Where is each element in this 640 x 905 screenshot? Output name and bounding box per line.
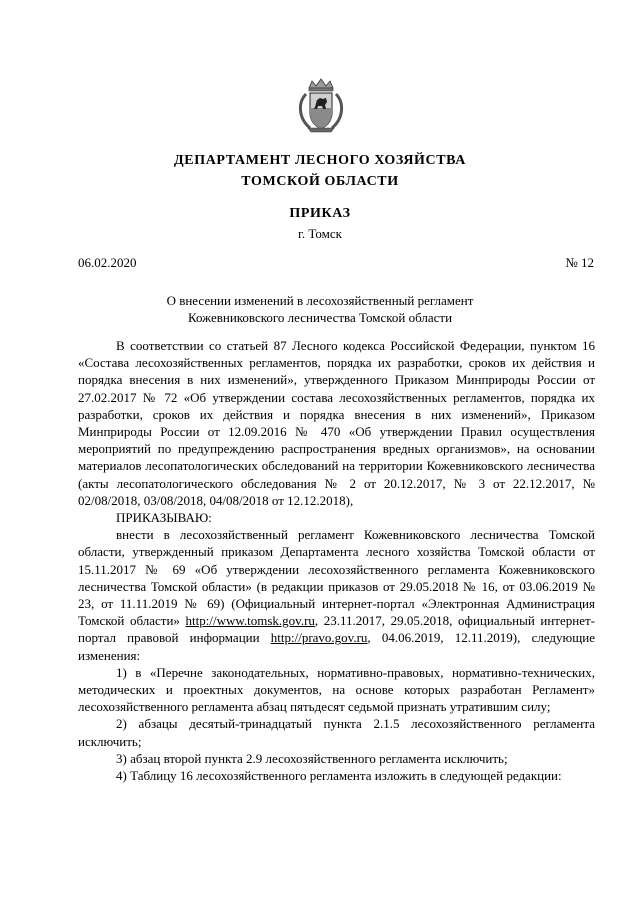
document-subject <box>0 292 640 326</box>
department-name <box>0 150 640 192</box>
document-date: 06.02.2020 <box>78 255 137 270</box>
pravo-gov-link[interactable]: http://pravo.gov.ru <box>270 630 368 646</box>
main-paragraph <box>78 526 595 664</box>
department-line-1: ДЕПАРТАМЕНТ ЛЕСНОГО ХОЗЯЙСТВА <box>174 153 466 168</box>
change-item-3: 3) абзац второй пункта 2.9 лесохозяйственного регламента исключить; <box>116 750 508 766</box>
main-paragraph-mid: , 23.11.2017, 29.05.2018, официальный интернет-портал правовой информации <box>78 613 595 646</box>
department-line-2: ТОМСКОЙ ОБЛАСТИ <box>241 174 399 189</box>
city: г. Томск <box>298 226 342 241</box>
preamble-paragraph: В соответствии со статьей 87 Лесного кодекса Российской Федерации, пунктом 16 «Состава лесохозяйственных регламентов, порядка их разработки, сроков их действия и порядка внесения в них изменений», утвержденного Приказом Минприроды России от 27.02.2017 № 72 «Об утверждении состава лесохозяйственных регламентов, порядка их разработки, сроков их действия и порядка внесения в них изменений», Приказом Минприроды России от 12.09.2016 № 470 «Об утверждении Правил осуществления мероприятий по предупреждению распространения вредных организмов», на основании материалов лесопатологических обследований на территории Кожевниковского лесничества (акты лесопатологического обследования № 2 от 20.12.2017, № 3 от 22.12.2017, № 02/08/2018, 03/08/2018, 04/08/2018 от 12.12.2018), <box>78 338 595 508</box>
main-paragraph-end: , 04.06.2019, 12.11.2019), следующие изменения: <box>78 630 595 663</box>
coat-of-arms-emblem <box>296 78 346 134</box>
change-item-4: 4) Таблицу 16 лесохозяйственного регламента изложить в следующей редакции: <box>116 768 562 784</box>
change-item-1: 1) в «Перечне законодательных, нормативно-правовых, нормативно-технических, методических и проектных документов, на основе которых разработан Регламент» лесохозяйственного регламента абзац пятьдесят седьмой признать утратившим силу; <box>78 664 595 715</box>
change-item-2: 2) абзацы десятый-тринадцатый пункта 2.1.5 лесохозяйственного регламента исключить; <box>78 716 595 749</box>
order-word: ПРИКАЗЫВАЮ: <box>116 510 212 526</box>
tomsk-gov-link[interactable]: http://www.tomsk.gov.ru <box>185 613 315 629</box>
document-body <box>78 337 595 784</box>
document-number: № 12 <box>565 255 594 270</box>
main-paragraph-start: внести в лесохозяйственный регламент Кожевниковского лесничества Томской области, утвержденный приказом Департамента лесного хозяйства Томской области от 15.11.2017 № 69 «Об утверждении лесохозяйственного регламента Кожевниковского лесничества Томской области» (в редакции приказов от 29.05.2018 № 16, от 03.06.2019 № 23, от 11.11.2019 № 69) (Официальный интернет-портал «Электронная Администрация Томской области» <box>78 527 595 629</box>
subject-line-1: О внесении изменений в лесохозяйственный регламент <box>166 293 474 308</box>
subject-line-2: Кожевниковского лесничества Томской области <box>187 310 453 325</box>
document-type: ПРИКАЗ <box>289 206 351 221</box>
